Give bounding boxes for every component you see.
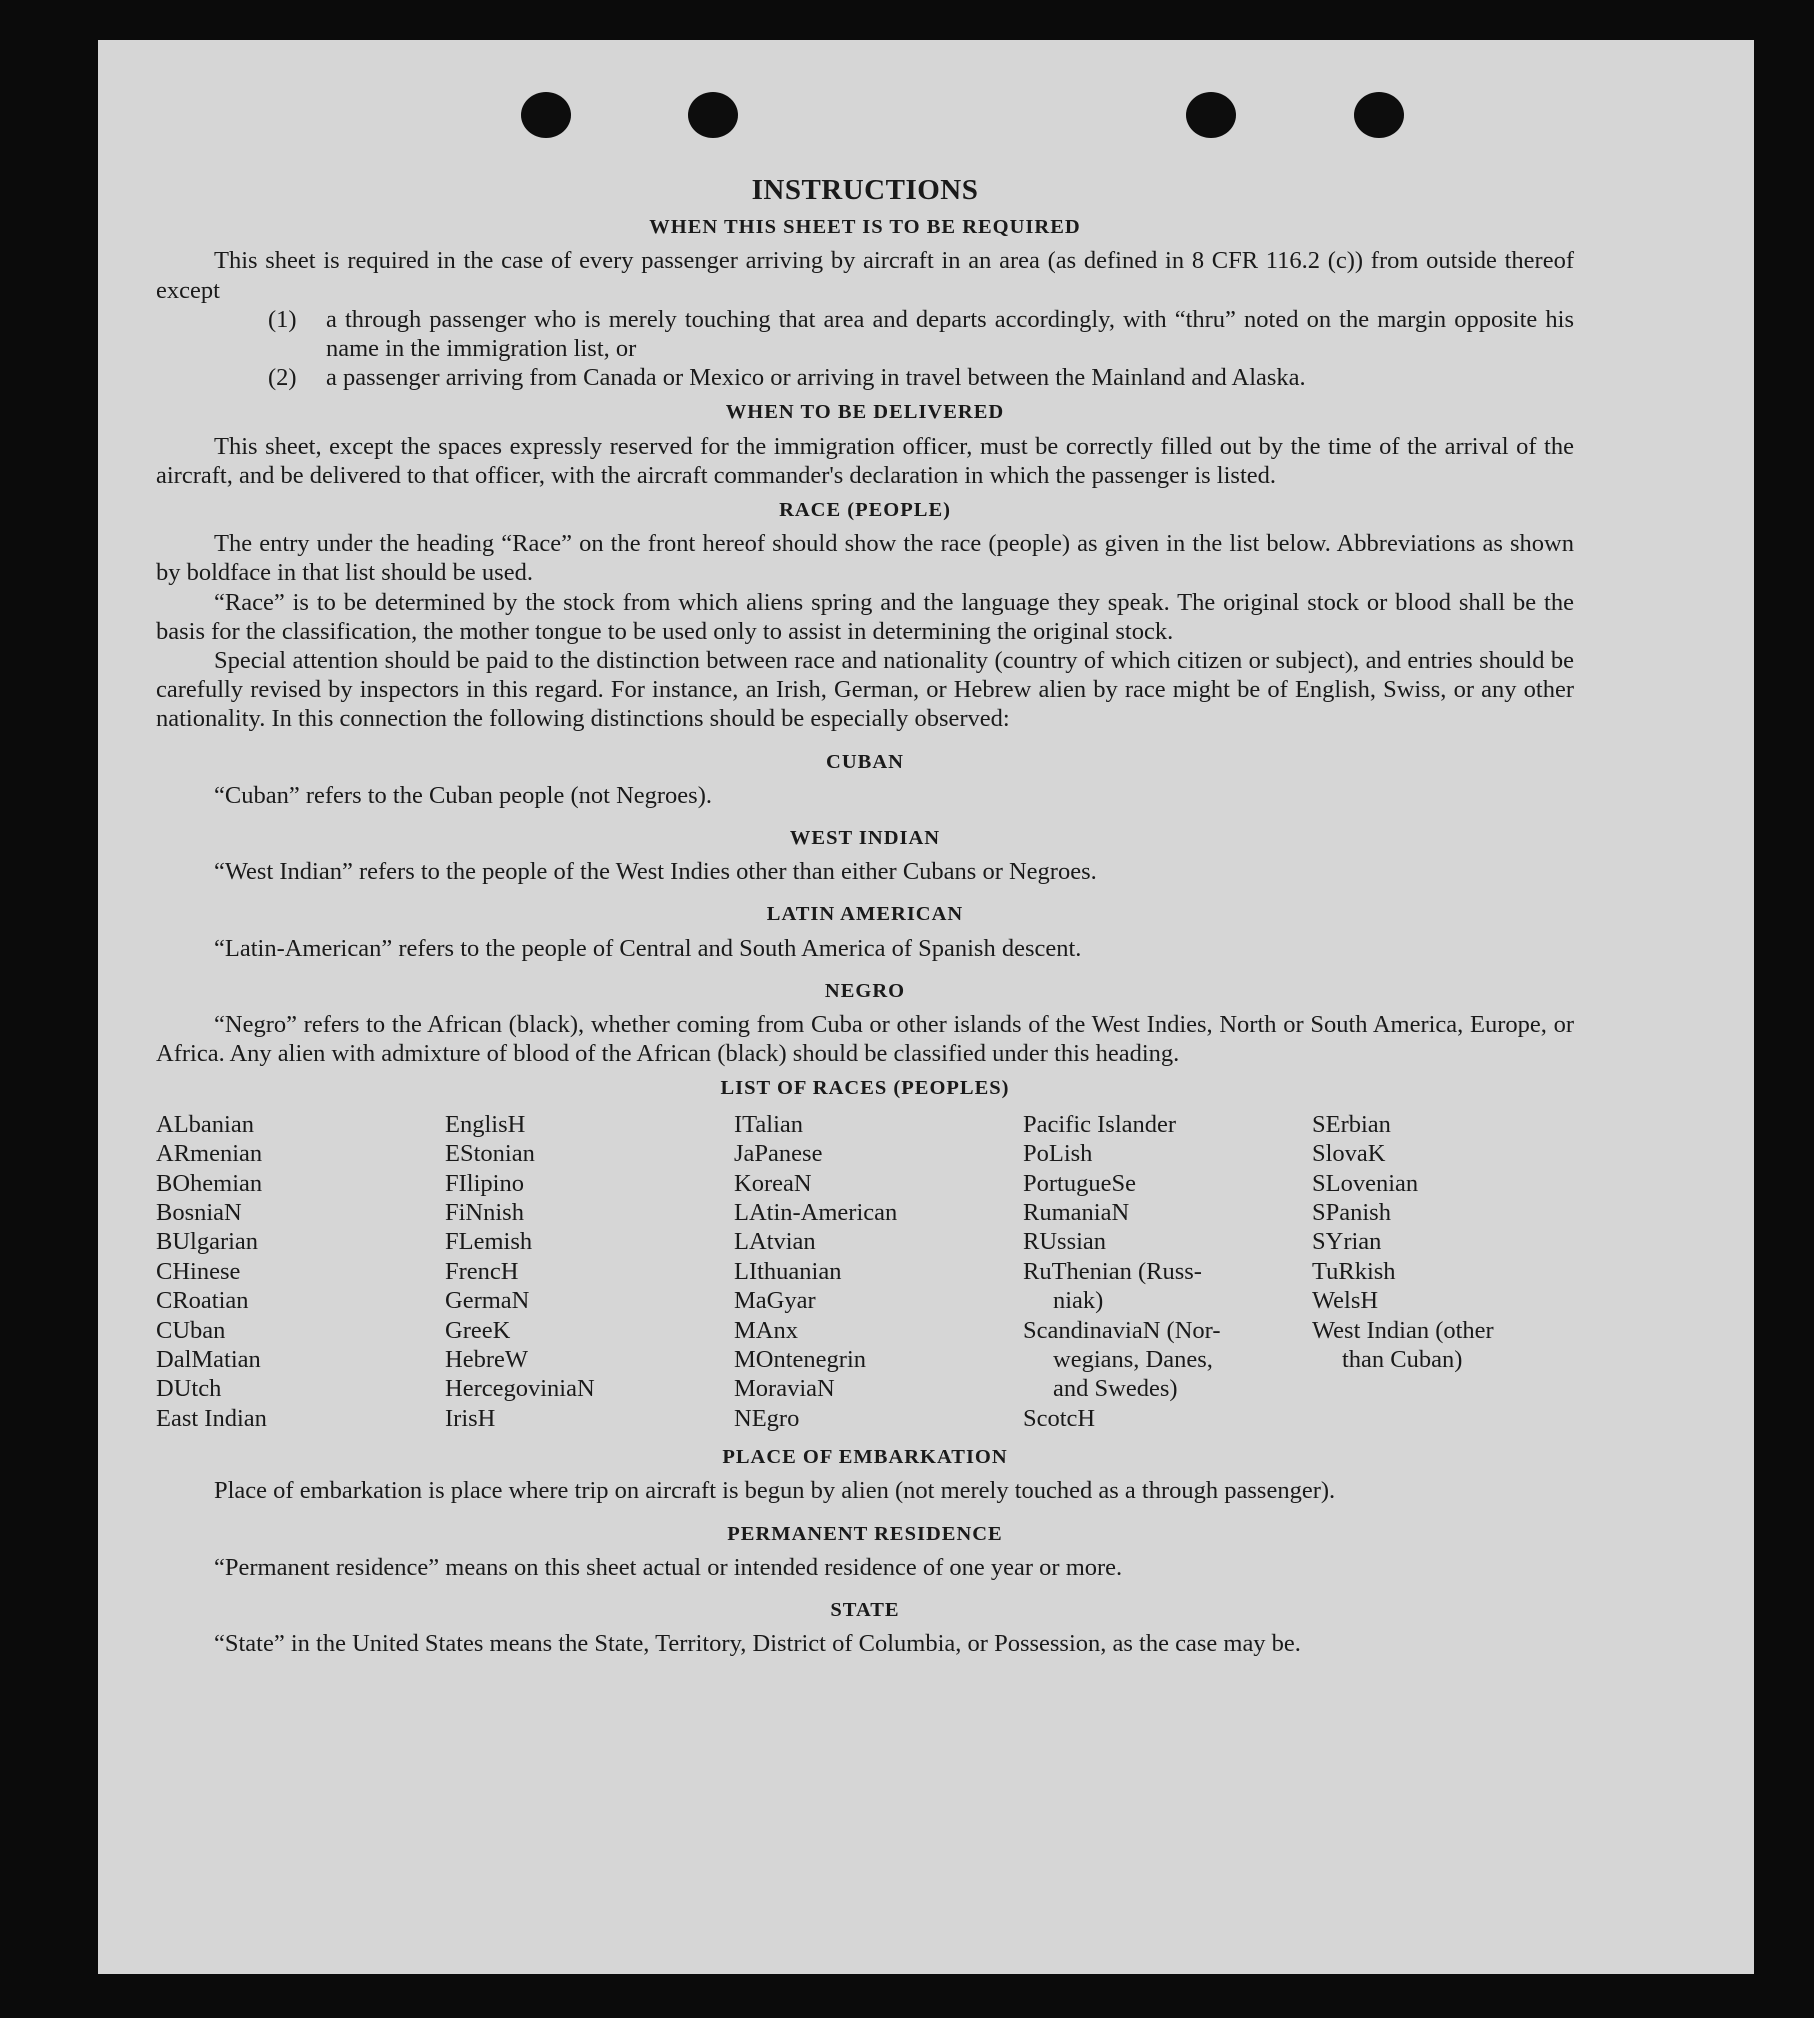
race-entry: FiNnish [445, 1198, 524, 1226]
race-entry: BOhemian [156, 1169, 263, 1197]
race-entry: Pacific Islander [1023, 1110, 1177, 1138]
exception-text: a through passenger who is merely touching that area and departs accordingly, with “thru” noted on the margin opposite his name in the immigration list, or [326, 305, 1574, 363]
race-entry: SlovaK [1312, 1140, 1386, 1168]
race-entry: CHinese [156, 1257, 241, 1285]
race-entry: JaPanese [734, 1140, 823, 1168]
west-indian-text: “West Indian” refers to the people of the West Indies other than either Cubans or Negroes. [214, 858, 1097, 886]
race-entry: LAtvian [734, 1228, 816, 1256]
races-column [734, 1110, 1023, 1433]
race-entry: BUlgarian [156, 1228, 259, 1256]
negro-text: “Negro” refers to the African (black), whether coming from Cuba or other islands of the West Indies, North or South America, Europe, or Africa. Any alien with admixture of blood of the African (black) should be classified under this heading. [156, 1011, 1574, 1068]
races-list [156, 1110, 1574, 1433]
race-paragraph-1: The entry under the heading “Race” on the front hereof should show the race (people) as given in the list below. Abbreviations as shown by boldface in that list should be used. [156, 530, 1574, 587]
race-entry: PortugueSe [1023, 1169, 1136, 1197]
heading-embarkation: PLACE OF EMBARKATION [722, 1446, 1008, 1469]
race-entry: ALbanian [156, 1110, 254, 1138]
race-entry: PoLish [1023, 1140, 1093, 1168]
exception-item [156, 305, 1574, 363]
punch-hole [1186, 92, 1236, 138]
heading-when-required: WHEN THIS SHEET IS TO BE REQUIRED [649, 216, 1081, 239]
when-required-intro: This sheet is required in the case of every passenger arriving by aircraft in an area (as defined in 8 CFR 116.2 (c)) from outside thereof except [156, 247, 1574, 304]
race-entry: niak) [1053, 1287, 1104, 1315]
race-entry: wegians, Danes, [1053, 1345, 1213, 1373]
race-entry: East Indian [156, 1404, 267, 1432]
race-entry: DUtch [156, 1375, 222, 1403]
race-entry: CUban [156, 1316, 226, 1344]
races-column [445, 1110, 734, 1433]
page-title: INSTRUCTIONS [751, 174, 979, 206]
race-entry: ScotcH [1023, 1404, 1096, 1432]
race-entry: RUssian [1023, 1228, 1107, 1256]
race-entry: RuThenian (Russ- [1023, 1257, 1202, 1285]
cuban-text: “Cuban” refers to the Cuban people (not Negroes). [214, 781, 712, 809]
exception-number: (2) [268, 364, 297, 392]
state-text: “State” in the United States means the State, Territory, District of Columbia, or Possession, as the case may be. [214, 1630, 1301, 1658]
race-entry: TuRkish [1312, 1257, 1396, 1285]
race-entry: FIlipino [445, 1169, 524, 1197]
race-entry: BosniaN [156, 1198, 242, 1226]
race-entry: DalMatian [156, 1345, 261, 1373]
race-entry: SPanish [1312, 1198, 1391, 1226]
race-entry: MaGyar [734, 1287, 816, 1315]
race-entry: LIthuanian [734, 1257, 842, 1285]
heading-residence: PERMANENT RESIDENCE [727, 1522, 1003, 1545]
race-entry: MOntenegrin [734, 1345, 866, 1373]
race-entry: HercegoviniaN [445, 1375, 595, 1403]
race-entry: SYrian [1312, 1228, 1382, 1256]
race-entry: SErbian [1312, 1110, 1391, 1138]
punch-hole [1354, 92, 1404, 138]
residence-text: “Permanent residence” means on this sheet actual or intended residence of one year or more. [214, 1553, 1123, 1581]
instructions-content [156, 176, 1574, 1658]
race-paragraph-2: “Race” is to be determined by the stock from which aliens spring and the language they speak. The original stock or blood shall be the basis for the classification, the mother tongue to be used only to assist in determining the original stock. [156, 588, 1574, 645]
exception-number: (1) [268, 305, 297, 333]
punch-hole [521, 92, 571, 138]
heading-negro: NEGRO [824, 979, 906, 1002]
heading-state: STATE [830, 1598, 900, 1621]
races-column [1023, 1110, 1312, 1433]
race-entry: ITalian [734, 1110, 804, 1138]
race-entry: RumaniaN [1023, 1198, 1130, 1226]
heading-race: RACE (PEOPLE) [779, 499, 951, 522]
race-entry: LAtin-American [734, 1198, 898, 1226]
race-entry: CRoatian [156, 1287, 249, 1315]
race-entry: MoraviaN [734, 1375, 835, 1403]
race-entry: KoreaN [734, 1169, 812, 1197]
race-entry: EStonian [445, 1140, 535, 1168]
exception-text: a passenger arriving from Canada or Mexico or arriving in travel between the Mainland and Alaska. [326, 364, 1306, 392]
race-entry: IrisH [445, 1404, 496, 1432]
race-entry: WelsH [1312, 1287, 1379, 1315]
race-entry: SLovenian [1312, 1169, 1419, 1197]
race-entry: and Swedes) [1053, 1375, 1178, 1403]
race-entry: MAnx [734, 1316, 798, 1344]
races-column [1312, 1110, 1574, 1433]
race-entry: ScandinaviaN (Nor- [1023, 1316, 1221, 1344]
embarkation-text: Place of embarkation is place where trip on aircraft is begun by alien (not merely touched as a through passenger). [214, 1477, 1336, 1505]
document-sheet [98, 40, 1754, 1974]
race-entry: GreeK [445, 1316, 511, 1344]
heading-list-of-races: LIST OF RACES (PEOPLES) [720, 1077, 1010, 1100]
punch-hole [688, 92, 738, 138]
race-entry: EnglisH [445, 1110, 526, 1138]
heading-latin-american: LATIN AMERICAN [766, 903, 964, 926]
race-entry: FLemish [445, 1228, 533, 1256]
race-entry: than Cuban) [1342, 1345, 1463, 1373]
heading-cuban: CUBAN [826, 750, 904, 773]
latin-american-text: “Latin-American” refers to the people of Central and South America of Spanish descent. [214, 934, 1082, 962]
race-entry: FrencH [445, 1257, 519, 1285]
exception-item [156, 363, 1574, 392]
race-entry: NEgro [734, 1404, 800, 1432]
heading-west-indian: WEST INDIAN [789, 827, 941, 850]
race-entry: ARmenian [156, 1140, 263, 1168]
race-entry: West Indian (other [1312, 1316, 1494, 1344]
races-column [156, 1110, 445, 1433]
when-delivered-text: This sheet, except the spaces expressly reserved for the immigration officer, must be correctly filled out by the time of the arrival of the aircraft, and be delivered to that officer, with the aircraft commander's declaration in which the passenger is listed. [156, 432, 1574, 489]
race-entry: GermaN [445, 1287, 530, 1315]
race-entry: HebreW [445, 1345, 528, 1373]
race-paragraph-3: Special attention should be paid to the distinction between race and nationality (country of which citizen or subject), and entries should be carefully revised by inspectors in this regard. For instance, an Irish, German, or Hebrew alien by race might be of English, Swiss, or any other nationality. In this connection the following distinctions should be especially observed: [156, 647, 1574, 733]
heading-when-delivered: WHEN TO BE DELIVERED [725, 401, 1005, 424]
